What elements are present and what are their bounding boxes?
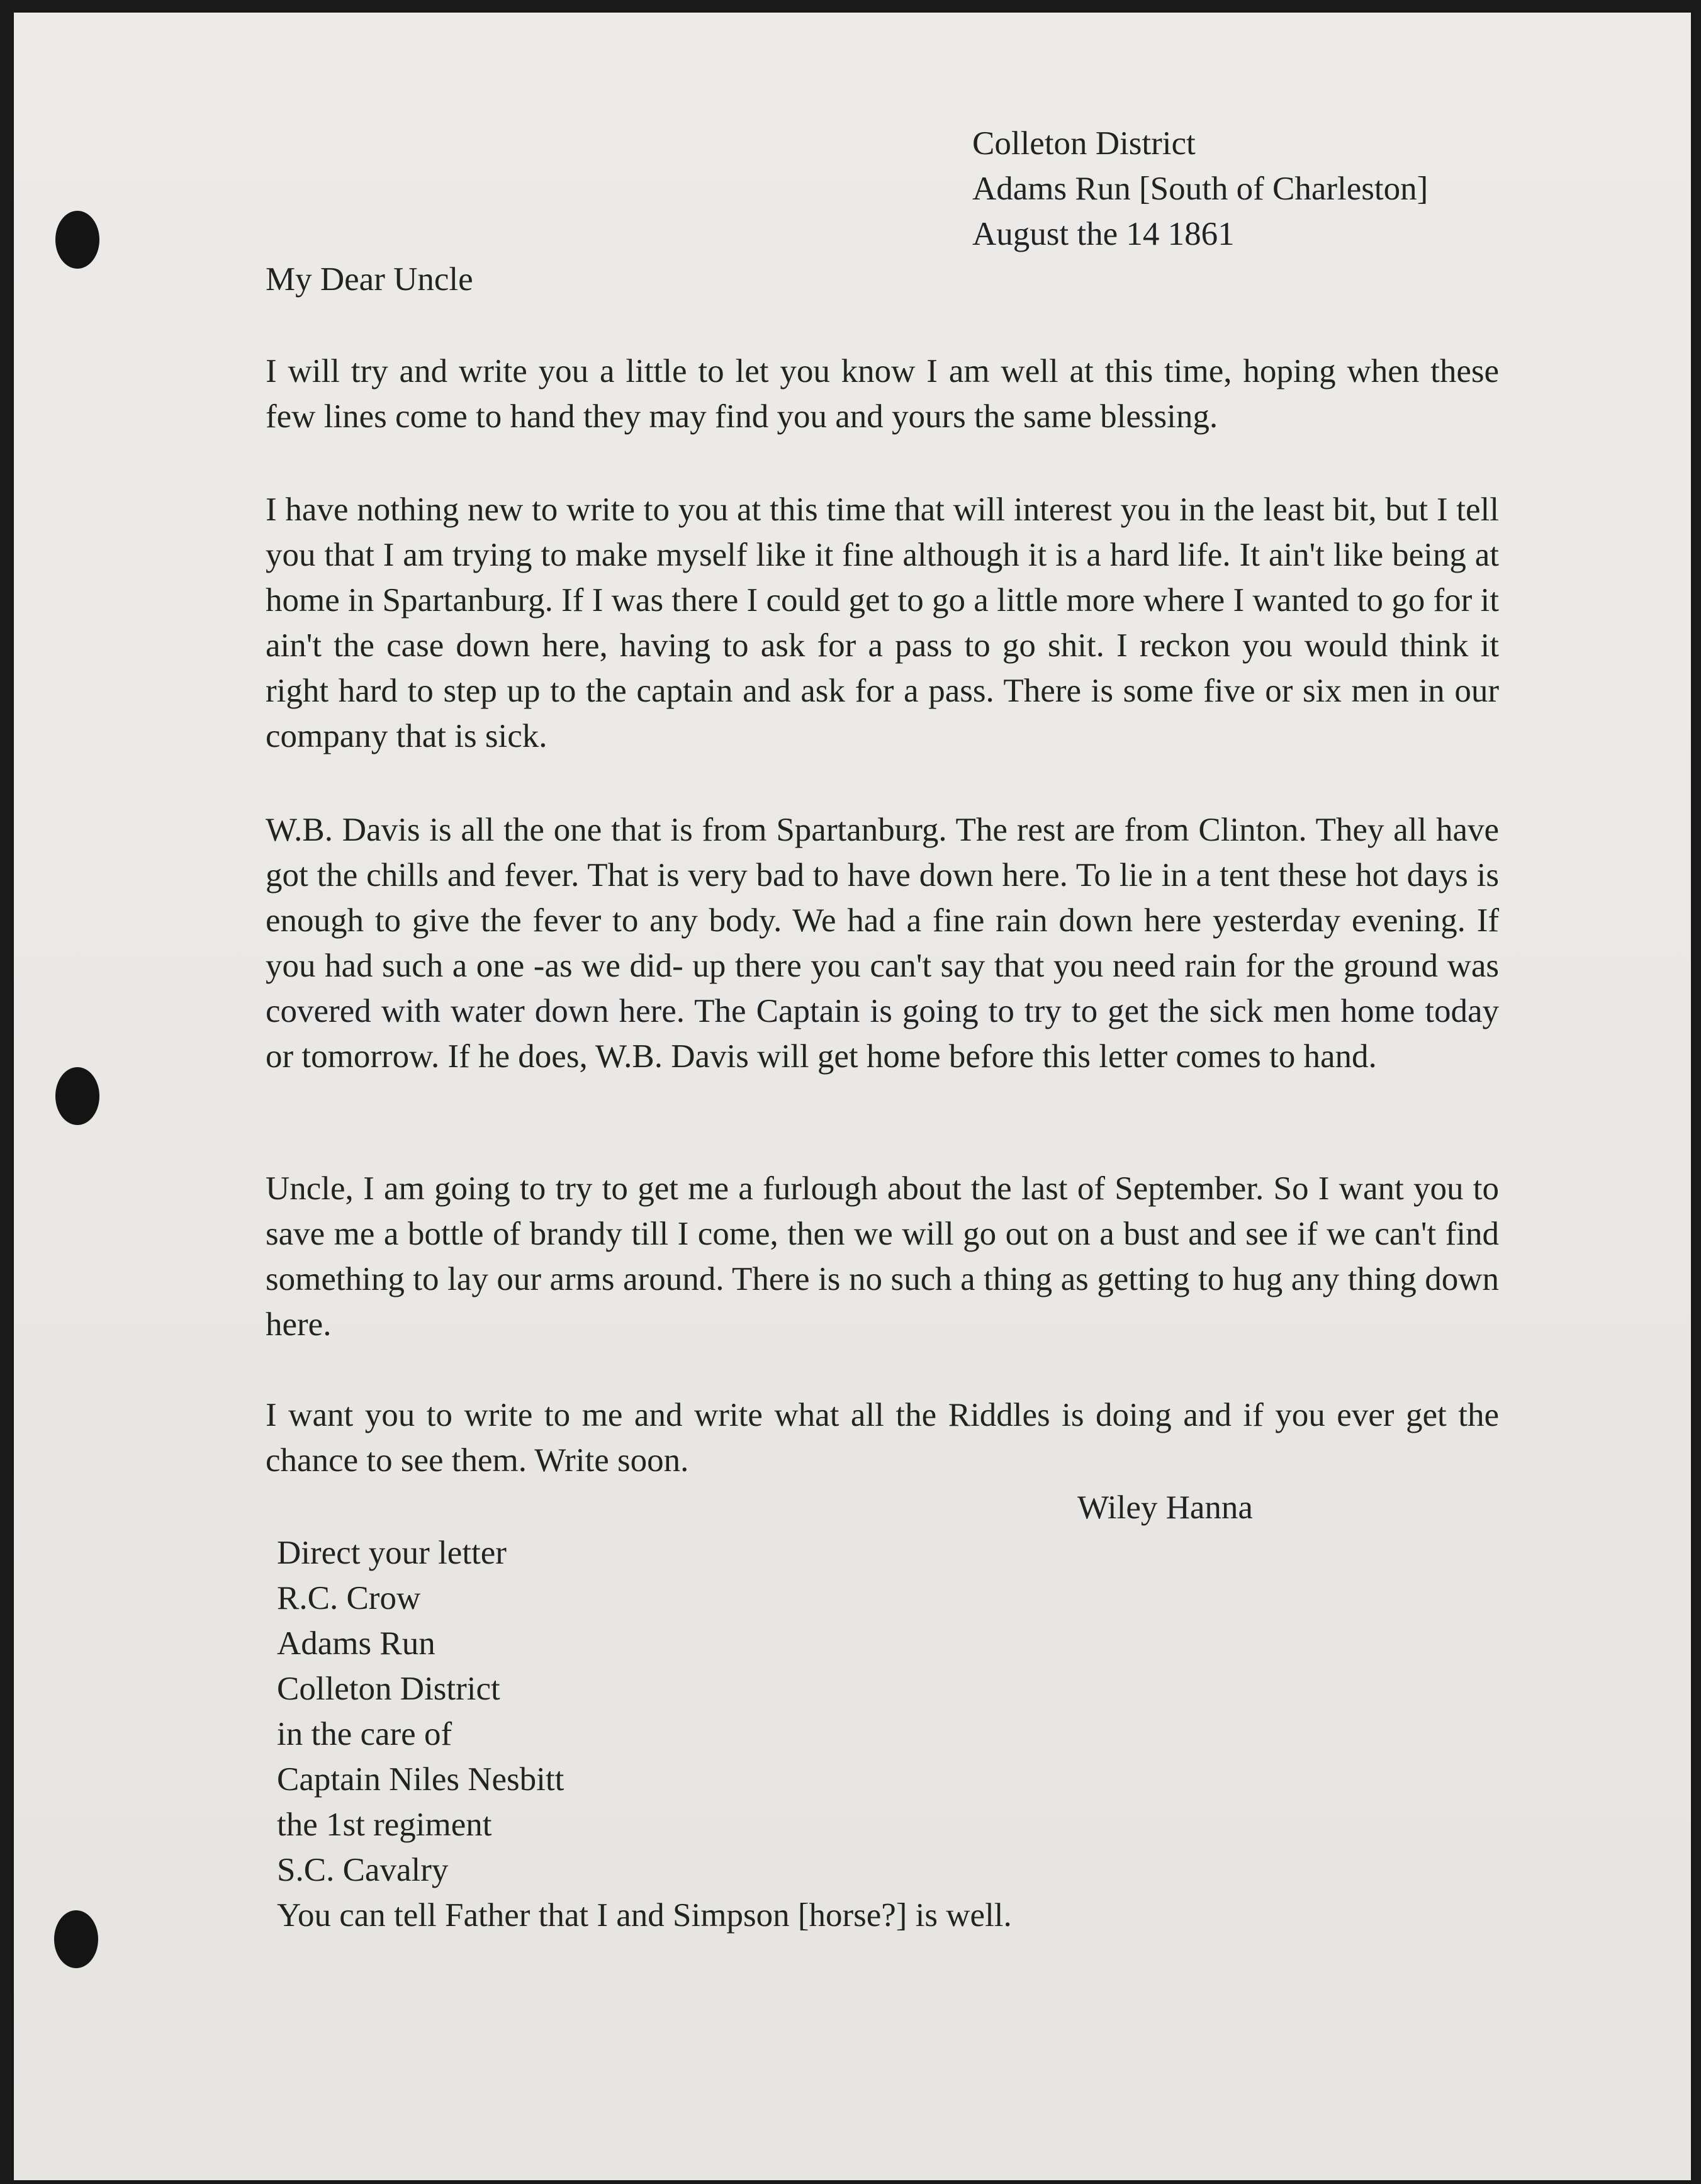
mailing-address — [277, 1530, 1012, 1938]
address-line: S.C. Cavalry — [277, 1852, 449, 1888]
address-line: in the care of — [277, 1716, 452, 1752]
address-line: the 1st regiment — [277, 1806, 492, 1843]
address-line: Captain Niles Nesbitt — [277, 1761, 564, 1798]
paragraph-5: I want you to write to me and write what all the Riddles is doing and if you ever get the chance to see them. Write soon. — [266, 1397, 1499, 1479]
paragraph-1: I will try and write you a little to let you know I am well at this time, hoping when these few lines come to hand they may find you and yours the same blessing. — [266, 353, 1499, 435]
heading-location: Adams Run [South of Charleston] — [972, 171, 1429, 207]
letter-heading — [972, 121, 1428, 257]
address-line: Colleton District — [277, 1671, 500, 1707]
punch-hole-middle — [55, 1067, 99, 1125]
punch-hole-top — [55, 211, 99, 269]
paragraph-2: I have nothing new to write to you at this time that will interest you in the least bit, but I tell you that I am trying to make myself like it fine although it is a hard life. It ain't like being at home in Spartanburg. If I was there I could get to go a little more where I wanted to go for it ain't the case down here, having to ask for a pass to go shit. I reckon you would think it right hard to step up to the captain and ask for a pass. There is some five or six men in our company that is sick. — [266, 491, 1499, 754]
punch-hole-bottom — [54, 1910, 98, 1968]
paragraph-3: W.B. Davis is all the one that is from Spartanburg. The rest are from Clinton. They all have got the chills and fever. That is very bad to have down here. To lie in a tent these hot days is enough to give the fever to any body. We had a fine rain down here yesterday evening. If you had such a one -as we did- up there you can't say that you need rain for the ground was covered with water down here. The Captain is going to try to get the sick men home today or tomorrow. If he does, W.B. Davis will get home before this letter comes to hand. — [266, 812, 1499, 1075]
postscript: You can tell Father that I and Simpson [horse?] is well. — [277, 1897, 1012, 1934]
heading-date: August the 14 1861 — [972, 216, 1235, 252]
heading-place: Colleton District — [972, 125, 1196, 162]
address-line: Adams Run — [277, 1625, 435, 1662]
address-line: Direct your letter — [277, 1535, 507, 1571]
address-line: R.C. Crow — [277, 1580, 421, 1616]
salutation: My Dear Uncle — [266, 261, 473, 298]
signature: Wiley Hanna — [1077, 1489, 1253, 1526]
paragraph-4: Uncle, I am going to try to get me a furlough about the last of September. So I want you to save me a bottle of brandy till I come, then we will go out on a bust and see if we can't find something to lay our arms around. There is no such a thing as getting to hug any thing down here. — [266, 1170, 1499, 1343]
